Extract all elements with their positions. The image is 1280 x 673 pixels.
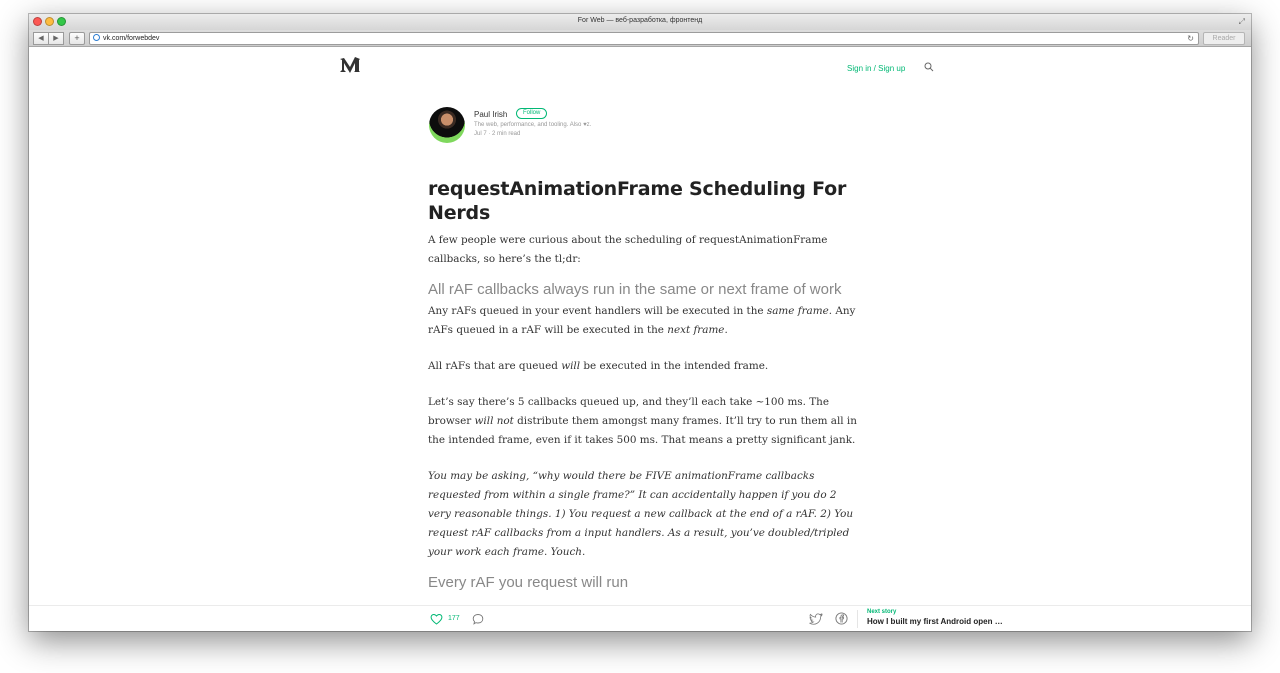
paragraph-1: Any rAFs queued in your event handlers will be executed in the same frame. Any rAFs queued in a rAF will be executed in the next frame. — [428, 305, 856, 336]
title-bar — [29, 14, 1251, 31]
section-heading-2: Every rAF you request will run — [428, 574, 629, 591]
medium-logo-icon[interactable] — [340, 57, 360, 73]
signin-link[interactable]: Sign in / Sign up — [847, 64, 906, 73]
bottom-action-bar — [29, 605, 1251, 631]
author-name[interactable]: Paul Irish — [474, 110, 508, 119]
expand-icon[interactable]: ⤢ — [1238, 17, 1245, 26]
heart-icon[interactable] — [430, 613, 443, 625]
web-page — [29, 47, 1251, 631]
article-title: requestAnimationFrame Scheduling For Nerds — [428, 178, 847, 224]
facebook-icon[interactable] — [835, 612, 848, 625]
nav-buttons — [33, 32, 64, 45]
address-bar[interactable] — [89, 32, 1199, 45]
paragraph-3: Let’s say there’s 5 callbacks queued up, and they’ll each take ~100 ms. The browser will not distribute them amongst many frames. It’ll try to run them all in the intended frame, even if it takes 500 ms. That means a pretty significant jank. — [428, 396, 857, 446]
avatar[interactable] — [429, 107, 465, 143]
article-body — [428, 177, 858, 593]
post-meta: Jul 7 · 2 min read — [474, 131, 521, 137]
paragraph-4: You may be asking, “why would there be FIVE animationFrame callbacks requested from within a single frame?” It can accidentally happen if you do 2 very reasonable things. 1) You request a new callback at the end of a rAF. 2) You request rAF callbacks from a input handlers. As a result, you’ve doubled/tripled your work each frame. Youch. — [428, 470, 854, 558]
url-text: vk.com/forwebdev — [103, 35, 160, 42]
next-story-link[interactable]: How I built my first Android open … — [867, 617, 1003, 626]
paragraph-2: All rAFs that are queued will be executed in the intended frame. — [428, 360, 769, 372]
twitter-icon[interactable] — [809, 613, 823, 625]
author-block — [429, 107, 889, 147]
reload-icon[interactable]: ↻ — [1187, 34, 1194, 43]
follow-button[interactable]: Follow — [516, 108, 547, 119]
browser-toolbar — [29, 30, 1251, 47]
globe-icon — [93, 34, 100, 41]
comment-icon[interactable] — [472, 613, 484, 625]
divider — [857, 610, 858, 628]
new-tab-button[interactable]: + — [69, 32, 85, 45]
reader-button[interactable]: Reader — [1203, 32, 1245, 45]
author-bio: The web, performance, and tooling. Also ♥z. — [474, 122, 592, 128]
back-button[interactable]: ◀ — [33, 32, 49, 45]
section-heading-1: All rAF callbacks always run in the same or next frame of work — [428, 281, 842, 298]
like-count: 177 — [448, 615, 460, 622]
article-intro: A few people were curious about the scheduling of requestAnimationFrame callbacks, so here’s the tl;dr: — [428, 234, 828, 265]
forward-button[interactable]: ▶ — [49, 32, 64, 45]
search-icon[interactable] — [924, 62, 934, 72]
next-story-label: Next story — [867, 609, 897, 615]
window-title: For Web — веб-разработка, фронтенд — [577, 17, 703, 24]
browser-window — [29, 14, 1251, 631]
